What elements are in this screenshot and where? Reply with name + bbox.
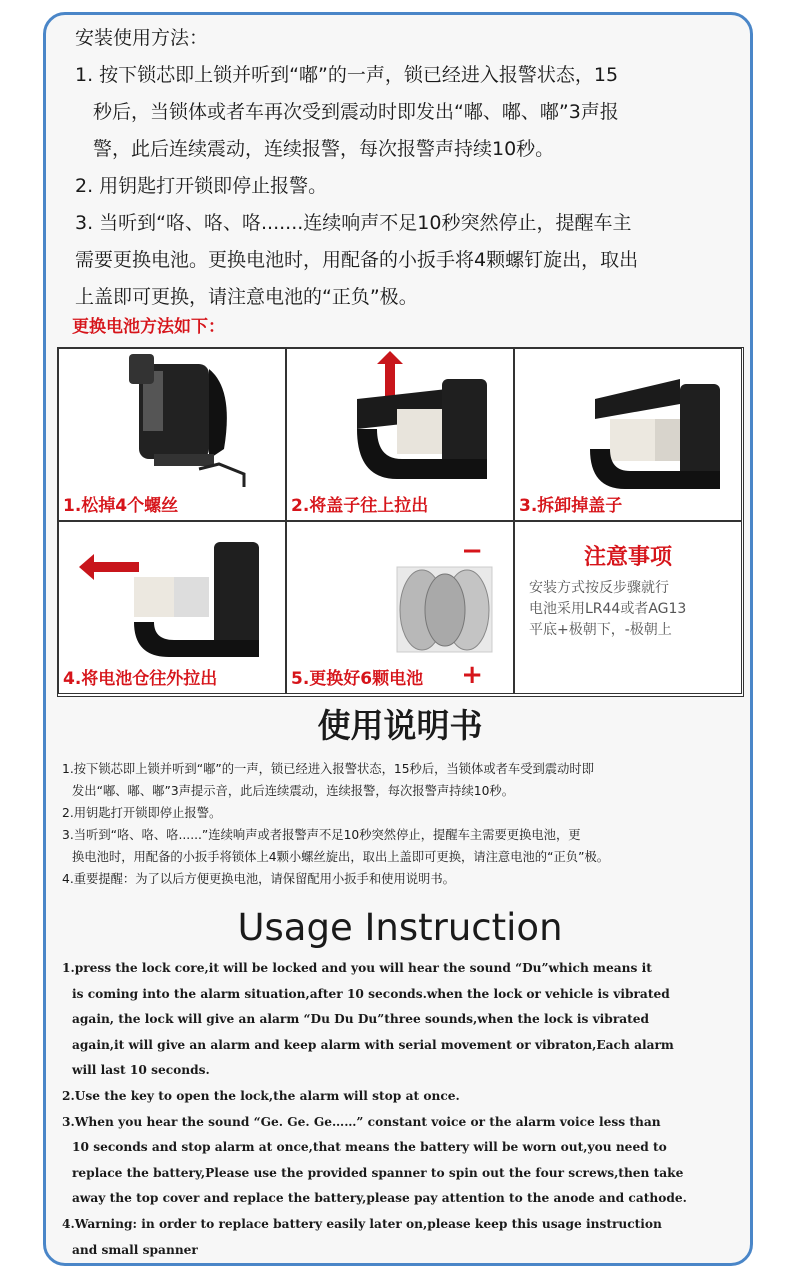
manual-cn-line: 2.用钥匙打开锁即停止报警。 <box>62 806 222 820</box>
manual-en-body <box>62 956 762 1263</box>
manual-en-line: again, the lock will give an alarm “Du Du Du”three sounds,when the lock is vibrated <box>72 1012 650 1027</box>
battery-steps-grid <box>57 347 744 697</box>
manual-en-line: is coming into the alarm situation,after 10 seconds.when the lock or vehicle is vibrated <box>72 986 670 1001</box>
manual-en-line: away the top cover and replace the battery,please pay attention to the anode and cathode. <box>72 1191 687 1206</box>
manual-en-line: 10 seconds and stop alarm at once,that means the battery will be worn out,you need to <box>72 1140 667 1155</box>
step-4-cell <box>58 521 286 694</box>
notice-line: 平底+极朝下，-极朝上 <box>529 622 672 638</box>
manual-en-title: Usage Instruction <box>237 906 563 949</box>
manual-en-line: and small spanner <box>72 1242 198 1257</box>
instructions-heading: 安装使用方法： <box>75 27 209 49</box>
manual-en-line: 1.press the lock core,it will be locked and you will hear the sound “Du”which means it <box>62 961 652 975</box>
manual-cn-line: 4.重要提醒：为了以后方便更换电池，请保留配用小扳手和使用说明书。 <box>62 872 455 886</box>
step-4-label: 4.将电池仓往外拉出 <box>63 669 218 689</box>
manual-cn-title: 使用说明书 <box>317 706 483 745</box>
manual-en-line: 4.Warning: in order to replace battery easily later on,please keep this usage instruction <box>62 1216 662 1231</box>
notice-cell <box>514 521 742 694</box>
instruction-item-2: 2. 用钥匙打开锁即停止报警。 <box>75 175 328 197</box>
manual-en-line: 3.When you hear the sound “Ge. Ge. Ge……” constant voice or the alarm voice less than <box>62 1114 661 1129</box>
battery-plus-sign: + <box>461 660 483 690</box>
step-3-label: 3.拆卸掉盖子 <box>519 496 623 516</box>
instruction-item-1: 1. 按下锁芯即上锁并听到“嘟”的一声，锁已经进入报警状态，15 <box>75 64 619 86</box>
instruction-item-3-cont: 上盖即可更换，请注意电池的“正负”极。 <box>75 286 418 308</box>
notice-line: 安装方式按反步骤就行 <box>529 580 669 596</box>
manual-en-line: 2.Use the key to open the lock,the alarm will stop at once. <box>62 1088 460 1103</box>
manual-cn-line: 发出“嘟、嘟、嘟”3声提示音，此后连续震动，连续报警，每次报警声持续10秒。 <box>72 784 515 798</box>
instruction-item-1-cont: 警，此后连续震动，连续报警，每次报警声持续10秒。 <box>93 138 555 160</box>
instruction-item-3-cont: 需要更换电池。更换电池时，用配备的小扳手将4颗螺钉旋出，取出 <box>75 249 639 271</box>
manual-en-line: again,it will give an alarm and keep alarm with serial movement or vibraton,Each alarm <box>72 1037 674 1052</box>
notice-body <box>529 578 686 641</box>
battery-section-title: 更换电池方法如下： <box>72 317 225 337</box>
step-5-label: 5.更换好6颗电池 <box>291 669 424 689</box>
manual-en-line: replace the battery,Please use the provided spanner to spin out the four screws,then take <box>72 1165 684 1180</box>
manual-en-line: will last 10 seconds. <box>72 1063 210 1078</box>
manual-cn-body <box>62 758 762 890</box>
step-1-label: 1.松掉4个螺丝 <box>63 496 179 516</box>
instruction-item-3: 3. 当听到“咯、咯、咯.......连续响声不足10秒突然停止，提醒车主 <box>75 212 632 234</box>
manual-cn-line: 换电池时，用配备的小扳手将锁体上4颗小螺丝旋出，取出上盖即可更换，请注意电池的“正负”极。 <box>72 850 610 864</box>
instruction-item-1-cont: 秒后，当锁体或者车再次受到震动时即发出“嘟、嘟、嘟”3声报 <box>93 101 619 123</box>
arrow-left-icon <box>79 554 139 580</box>
manual-cn-line: 1.按下锁芯即上锁并听到“嘟”的一声，锁已经进入报警状态，15秒后，当锁体或者车受到震动时即 <box>62 762 594 776</box>
step-2-label: 2.将盖子往上拉出 <box>291 496 429 516</box>
notice-title: 注意事项 <box>583 545 672 570</box>
step-3-cell <box>514 348 742 521</box>
step-1-cell <box>58 348 286 521</box>
manual-cn-line: 3.当听到“咯、咯、咯......”连续响声或者报警声不足10秒突然停止，提醒车主需要更换电池，更 <box>62 828 581 842</box>
step-2-cell <box>286 348 514 521</box>
top-instructions <box>75 20 755 316</box>
step-5-cell <box>286 521 514 694</box>
notice-line: 电池采用LR44或者AG13 <box>529 601 687 617</box>
battery-minus-sign: − <box>461 536 483 566</box>
